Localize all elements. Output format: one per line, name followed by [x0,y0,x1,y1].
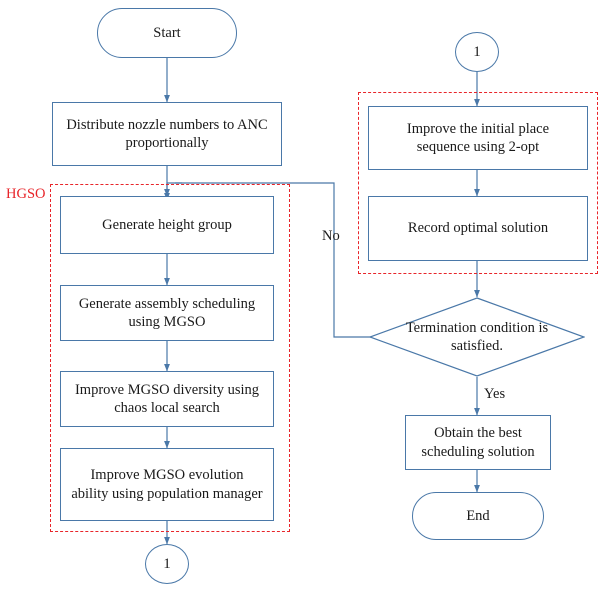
connector-bottom-1[interactable]: 1 [145,544,189,584]
node-improve-diversity[interactable]: Improve MGSO diversity using chaos local search [60,371,274,427]
edge-label-yes: Yes [484,386,506,402]
node-distribute-nozzle[interactable]: Distribute nozzle numbers to ANC proportionally [52,102,282,166]
node-improve-evolution[interactable]: Improve MGSO evolution ability using population manager [60,448,274,521]
node-improve-initial-place-sequence[interactable]: Improve the initial place sequence using 2-opt [368,106,588,170]
node-end[interactable]: End [412,492,544,540]
node-generate-height-group[interactable]: Generate height group [60,196,274,254]
connector-top-1[interactable]: 1 [455,32,499,72]
node-generate-assembly-scheduling[interactable]: Generate assembly scheduling using MGSO [60,285,274,341]
edge-label-no: No [322,228,340,244]
node-termination-condition[interactable] [369,297,585,377]
node-record-optimal-solution[interactable]: Record optimal solution [368,196,588,261]
node-start[interactable]: Start [97,8,237,58]
node-obtain-best-solution[interactable]: Obtain the best scheduling solution [405,415,551,470]
hgso-group-label: HGSO [6,186,46,202]
decision-label: Termination condition is satisfied. [405,319,549,354]
